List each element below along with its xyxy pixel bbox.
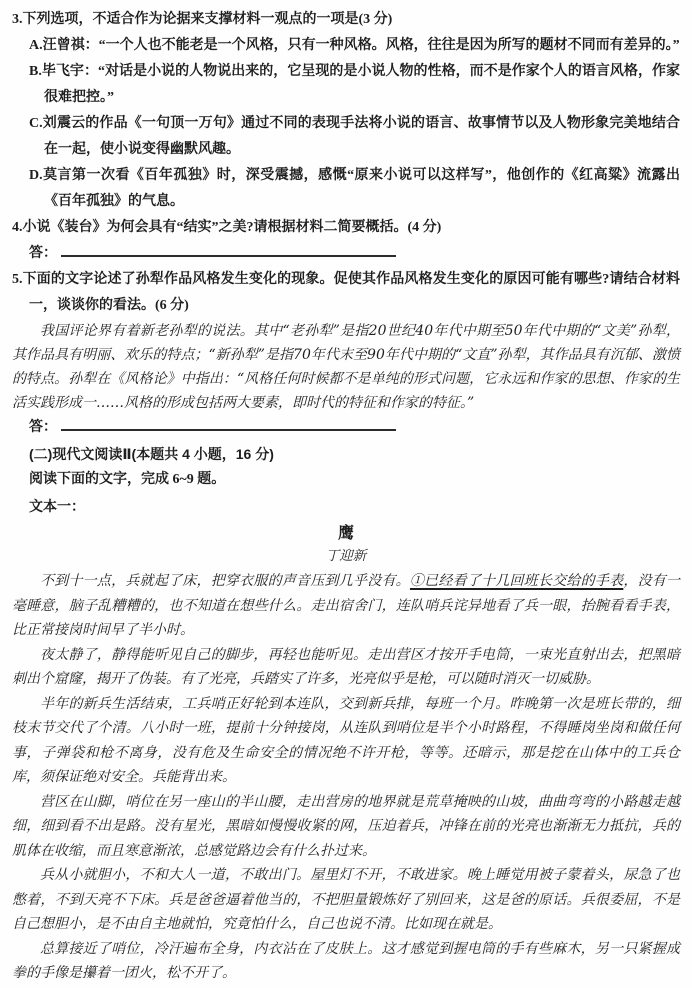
story-paragraph-4: 营区在山脚，哨位在另一座山的半山腰，走出营房的地界就是荒草掩映的山坡，曲曲弯弯的小路越走越细，细到看不出是路。没有星光，黑暗如慢慢收紧的网，压迫着兵，冲锋在前的光亮也渐渐无力抵抗，兵的肌体在收缩，而且寒意渐浓，总感觉路边会有什么扑过来。	[12, 793, 680, 859]
question-3-option-b: B.毕飞宇：“对话是小说的人物说出来的，它呈现的是小说人物的性格，而不是作家个人的语言风格，作家很难把控。”	[29, 64, 680, 105]
question-5-quoted-passage: 我国评论界有着新老孙犁的说法。其中“老孙犁”是指20世纪40年代中期至50年代中期的“文美”孙犁，其作品具有明丽、欢乐的特点；“新孙犁”是指70年代末至90年代中期的“文直”孙犁，其作品具有沉郁、激愤的特点。孙犁在《风格论》中指出：“风格任何时候都不是单纯的形式问题，它永远和作家的思想、作家的生活实践形成一……风格的形成包括两大要素，即时代的特征和作家的特征。”	[12, 323, 680, 411]
story-paragraph-5: 兵从小就胆小，不和大人一道，不敢出门。屋里灯不开，不敢进家。晚上睡觉用被子蒙着头，尿急了也憋着，不到天亮不下床。兵是爸爸逼着他当的，不把胆量锻炼好了别回来，这是爸的原话。兵很委屈，不是自己想胆小，是不由自主地就怕，究竟怕什么，自己也说不清。比如现在就是。	[12, 867, 680, 932]
question-4	[12, 215, 680, 267]
story-text-one	[12, 521, 680, 986]
answer-label: 答：	[29, 246, 57, 261]
story-author: 丁迎新	[325, 548, 367, 564]
paragraph-text: ，没有一毫睡意，脑子乱糟糟的，也不知道在想些什么。走出宿舍门，连队哨兵诧异地看了兵一眼，抬腕看看手表，比正常接岗时间早了半小时。	[12, 573, 681, 638]
question-4-answer-line	[29, 241, 680, 267]
question-3	[12, 7, 680, 215]
answer-blank-line	[61, 243, 396, 257]
story-paragraph-3: 半年的新兵生活结束，工兵哨正好轮到本连队，交到新兵排，每班一个月。昨晚第一次是班长带的，细枝末节交代了个清。八小时一班，提前十分钟接岗，从连队到哨位是半个小时路程，不得睡岗坐岗和做任何事，子弹袋和枪不离身，没有危及生命安全的情况绝不许开枪，等等。还暗示，那是挖在山体中的工兵仓库，须保证绝对安全。兵能背出来。	[12, 695, 680, 785]
answer-label: 答：	[29, 420, 57, 435]
text-one-label: 文本一：	[29, 498, 85, 514]
section-2-modern-reading	[12, 441, 680, 519]
question-5-stem: 5.下面的文字论述了孙犁作品风格发生变化的现象。促使其作品风格发生变化的原因可能有哪些?请结合材料一，谈谈你的看法。(6 分)	[12, 272, 680, 313]
question-3-option-a: A.汪曾祺：“一个人也不能老是一个风格，只有一种风格。风格，往往是因为所写的题材不同而有差异的。”	[29, 38, 680, 53]
underlined-sentence-1: ①已经看了十几回班长交给的手表	[409, 573, 624, 589]
question-4-stem: 4.小说《装台》为何会具有“结实”之美?请根据材料二简要概括。(4 分)	[12, 220, 442, 235]
question-5	[12, 267, 680, 441]
question-5-answer-line	[29, 415, 680, 441]
question-3-option-c: C.刘震云的作品《一句顶一万句》通过不同的表现手法将小说的语言、故事情节以及人物形象完美地结合在一起，使小说变得幽默风趣。	[29, 116, 680, 157]
story-paragraph-1	[12, 569, 680, 643]
section-2-header: (二)现代文阅读Ⅱ(本题共 4 小题，16 分)	[29, 446, 274, 462]
story-title: 鹰	[337, 525, 354, 542]
answer-blank-line	[61, 417, 396, 431]
question-3-option-d: D.莫言第一次看《百年孤独》时，深受震撼，感慨“原来小说可以这样写”，他创作的《红高粱》流露出《百年孤独》的气息。	[29, 168, 680, 209]
story-paragraph-2: 夜太静了，静得能听见自己的脚步，再轻也能听见。走出营区才按开手电筒，一束光直射出去，把黑暗刺出个窟窿，揭开了伪装。有了光亮，兵踏实了许多，光亮似乎是枪，可以随时消灭一切威胁。	[12, 646, 680, 687]
reading-instruction: 阅读下面的文字，完成 6~9 题。	[29, 472, 226, 487]
paragraph-text: 不到十一点，兵就起了床，把穿衣服的声音压到几乎没有。	[40, 573, 410, 589]
question-3-stem: 3.下列选项，不适合作为论据来支撑材料一观点的一项是(3 分)	[12, 12, 393, 27]
story-paragraph-6: 总算接近了哨位，冷汗遍布全身，内衣沾在了皮肤上。这才感觉到握电筒的手有些麻木，另一只紧握成拳的手像是攥着一团火，松不开了。	[12, 940, 680, 981]
